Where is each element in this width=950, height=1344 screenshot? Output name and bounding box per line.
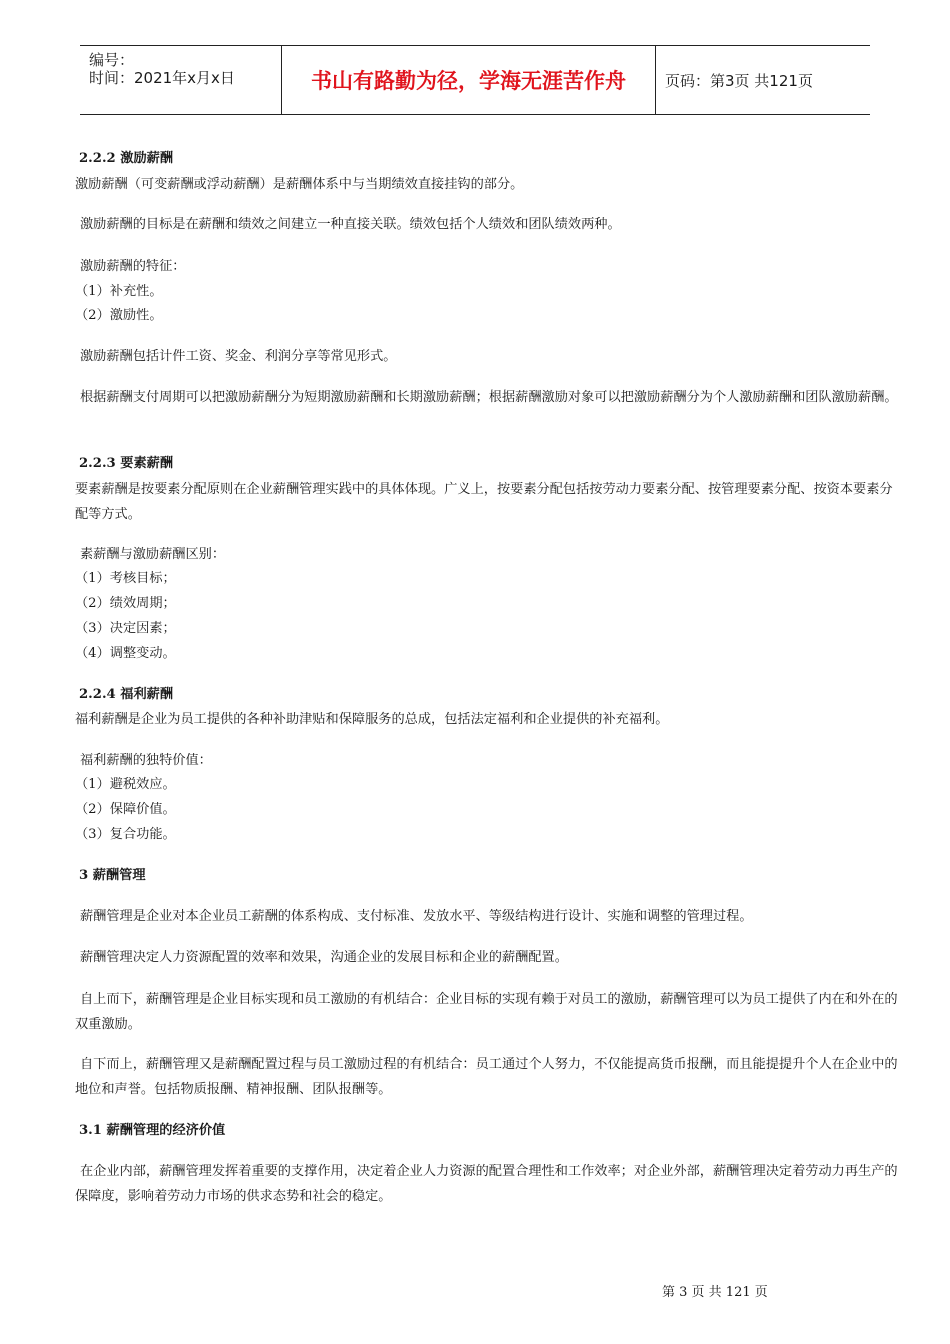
section-heading: 2.2.4 福利薪酬 <box>79 687 174 702</box>
list-item: （2）激励性。 <box>75 308 163 323</box>
list-item: （1）补充性。 <box>75 284 163 299</box>
paragraph: 激励薪酬的目标是在薪酬和绩效之间建立一种直接关联。绩效包括个人绩效和团队绩效两种。 <box>80 217 621 232</box>
section-heading: 2.2.2 激励薪酬 <box>79 151 174 166</box>
paragraph: 素薪酬与激励薪酬区别： <box>80 547 226 562</box>
list-item: （2）保障价值。 <box>75 802 176 817</box>
paragraph: 激励薪酬的特征： <box>80 259 186 274</box>
paragraph: 自上而下，薪酬管理是企业目标实现和员工激励的有机结合：企业目标的实现有赖于对员工的激励，薪酬管理可以为员工提供了内在和外在的双重激励。 <box>75 992 898 1032</box>
paragraph: 福利薪酬是企业为员工提供的各种补助津贴和保障服务的总成，包括法定福利和企业提供的补充福利。 <box>75 712 669 727</box>
section-heading: 3 薪酬管理 <box>79 868 146 883</box>
document-number-label: 编号： <box>89 51 135 69</box>
list-item: （1）避税效应。 <box>75 777 176 792</box>
section-heading: 3.1 薪酬管理的经济价值 <box>79 1123 226 1138</box>
header-page-info: 页码：第3页 共121页 <box>665 71 813 90</box>
paragraph: 薪酬管理决定人力资源配置的效率和效果，沟通企业的发展目标和企业的薪酬配置。 <box>80 950 568 965</box>
paragraph: 根据薪酬支付周期可以把激励薪酬分为短期激励薪酬和长期激励薪酬；根据薪酬激励对象可以把激励薪酬分为个人激励薪酬和团队激励薪酬。 <box>80 390 898 405</box>
page-header <box>80 45 870 115</box>
section-heading: 2.2.3 要素薪酬 <box>79 456 174 471</box>
list-item: （2）绩效周期； <box>75 596 176 611</box>
paragraph: 激励薪酬包括计件工资、奖金、利润分享等常见形式。 <box>80 349 397 364</box>
paragraph: 要素薪酬是按要素分配原则在企业薪酬管理实践中的具体体现。广义上，按要素分配包括按劳动力要素分配、按管理要素分配、按资本要素分配等方式。 <box>75 482 893 522</box>
header-motto: 书山有路勤为径，学海无涯苦作舟 <box>282 46 656 114</box>
paragraph: 在企业内部，薪酬管理发挥着重要的支撑作用，决定着企业人力资源的配置合理性和工作效率；对企业外部，薪酬管理决定着劳动力再生产的保障度，影响着劳动力市场的供求态势和社会的稳定。 <box>75 1164 898 1204</box>
header-meta <box>80 46 282 114</box>
paragraph: 激励薪酬（可变薪酬或浮动薪酬）是薪酬体系中与当期绩效直接挂钩的部分。 <box>75 177 524 192</box>
paragraph: 自下而上，薪酬管理又是薪酬配置过程与员工激励过程的有机结合：员工通过个人努力，不仅能提高货币报酬，而且能提提升个人在企业中的地位和声誉。包括物质报酬、精神报酬、团队报酬等。 <box>75 1057 898 1097</box>
page-footer: 第 3 页 共 121 页 <box>662 1285 768 1300</box>
paragraph: 福利薪酬的独特价值： <box>80 753 212 768</box>
document-time: 时间：2021年x月x日 <box>89 69 235 87</box>
list-item: （1）考核目标； <box>75 571 176 586</box>
list-item: （3）复合功能。 <box>75 827 176 842</box>
list-item: （3）决定因素； <box>75 621 176 636</box>
paragraph: 薪酬管理是企业对本企业员工薪酬的体系构成、支付标准、发放水平、等级结构进行设计、实施和调整的管理过程。 <box>80 909 753 924</box>
list-item: （4）调整变动。 <box>75 646 176 661</box>
